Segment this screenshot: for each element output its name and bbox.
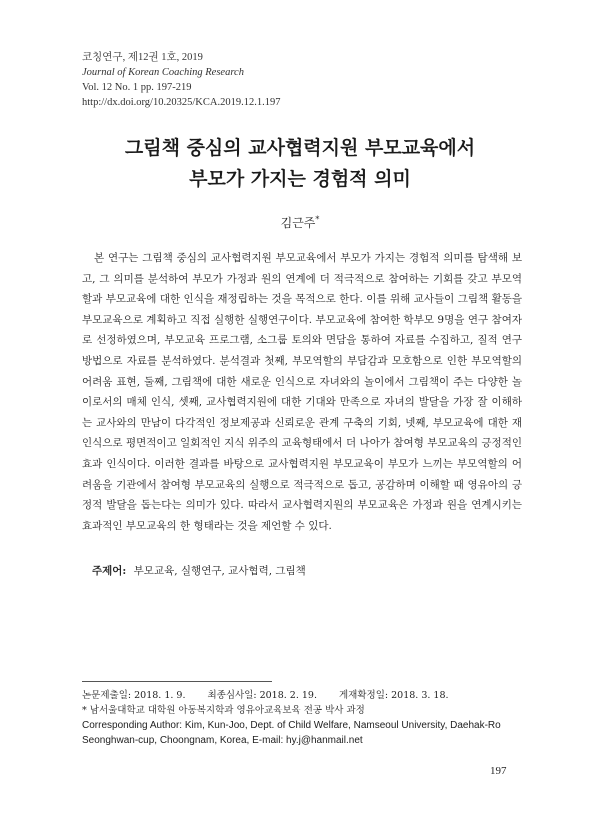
paper-title-line1: 그림책 중심의 교사협력지원 부모교육에서	[124, 137, 476, 159]
date-reviewed: 최종심사일: 2018. 2. 19.	[207, 690, 317, 701]
journal-doi-link[interactable]: http://dx.doi.org/10.20325/KCA.2019.12.1.197	[82, 97, 281, 108]
footnotes	[82, 688, 522, 748]
keywords-text: 부모교육, 실행연구, 교사협력, 그림책	[133, 565, 306, 577]
date-submitted: 논문제출일: 2018. 1. 9.	[82, 690, 186, 701]
paper-title-line2: 부모가 가지는 경험적 의미	[189, 168, 411, 190]
author-affiliation: * 남서울대학교 대학원 아동복지학과 영유아교육보육 전공 박사 과정	[82, 705, 365, 716]
journal-volume-pages: Vol. 12 No. 1 pp. 197-219	[82, 82, 192, 93]
author-name: 김근주	[280, 216, 316, 230]
keywords-label: 주제어:	[92, 565, 127, 577]
journal-korean-citation: 코칭연구, 제12권 1호, 2019	[82, 52, 203, 63]
paper-title	[0, 133, 600, 195]
page-number: 197	[490, 765, 507, 777]
author-line	[0, 214, 600, 231]
submission-dates	[82, 688, 522, 703]
footnote-divider	[82, 681, 272, 682]
journal-english-title: Journal of Korean Coaching Research	[82, 67, 244, 78]
corresponding-author: Corresponding Author: Kim, Kun-Joo, Dept. of Child Welfare, Namseoul University, Daehak-Ro Seonghwan-cup, Choongnam, Korea, E-mail: hy.j@hanmail.net	[82, 720, 501, 746]
keywords	[92, 563, 306, 578]
journal-info	[82, 50, 280, 110]
date-accepted: 게재확정일: 2018. 3. 18.	[339, 690, 449, 701]
abstract-body: 본 연구는 그림책 중심의 교사협력지원 부모교육에서 부모가 가지는 경험적 의미를 탐색해 보고, 그 의미를 분석하여 부모가 가정과 원의 연계에 더 적극적으로 참여하는 기회를 갖고 부모역할과 부모교육에 대한 인식을 재정립하는 것을 목적으로 한다. 이를 위해 교사들이 그림책 활동을 부모교육으로 계획하고 직접 실행한 실행연구이다. 부모교육에 참여한 학부모 9명을 연구 참여자로 선정하였으며, 부모교육 프로그램, 소그룹 토의와 면담을 통하여 자료를 수집하고, 질적 연구 방법으로 자료를 분석하였다. 분석결과 첫째, 부모역할의 부담감과 모호함으로 인한 부모역할의 어려움 표현, 둘째, 그림책에 대한 새로운 인식으로 자녀와의 놀이에서 그림책이 주는 다양한 놀이로서의 매체 인식, 셋째, 교사협력지원에 대한 기대와 만족으로 자녀의 발달을 가장 잘 이해하는 교사와의 만남이 다각적인 정보제공과 신뢰로운 관계 구축의 기회, 넷째, 부모교육에 대한 재인식으로 평면적이고 일회적인 지식 위주의 교육형태에서 더 나아가 참여형 부모교육의 긍정적인 효과 인식이다. 이러한 결과를 바탕으로 교사협력지원 부모교육이 부모가 느끼는 부모역할의 어려움을 기관에서 참여형 부모교육의 실행으로 적극적으로 돕고, 공감하며 이해할 때 영유아의 긍정적 발달을 돕는다는 의미가 있다. 따라서 교사협력지원의 부모교육은 가정과 원을 연계시키는 효과적인 부모교육의 한 형태라는 것을 제언할 수 있다.	[82, 252, 522, 532]
author-footnote-mark: *	[315, 215, 320, 224]
